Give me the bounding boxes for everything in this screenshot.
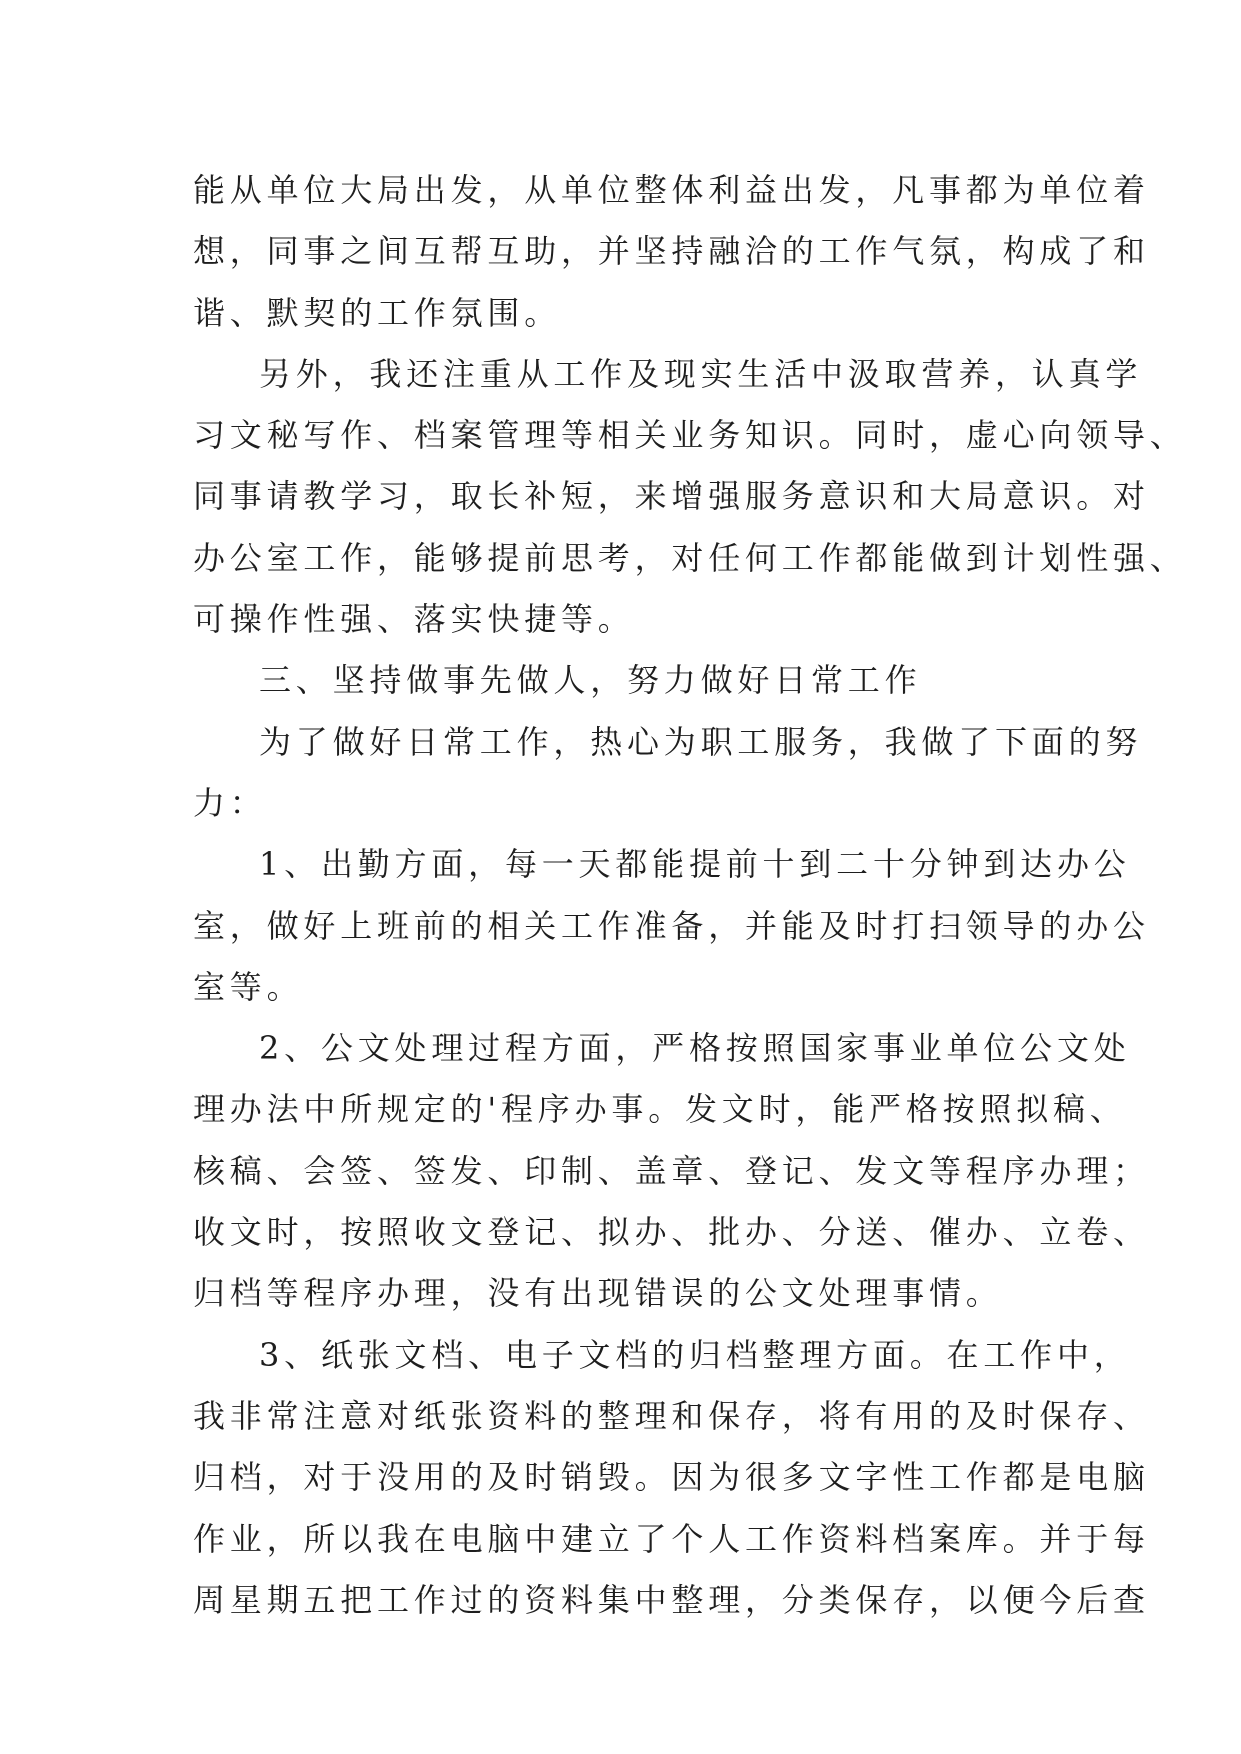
text-line: 想，同事之间互帮互助，并坚持融洽的工作气氛，构成了和 bbox=[193, 232, 1150, 271]
text-line: 能从单位大局出发，从单位整体利益出发，凡事都为单位着 bbox=[193, 171, 1150, 209]
text-line: 谐、默契的工作氛围。 bbox=[193, 293, 562, 332]
section-heading: 三、坚持做事先做人，努力做好日常工作 bbox=[259, 661, 922, 700]
text-line: 理办法中所规定的'程序办事。发文时，能严格按照拟稿、 bbox=[193, 1090, 1127, 1129]
list-item-2-line: 2、公文处理过程方面，严格按照国家事业单位公文处 bbox=[259, 1029, 1131, 1068]
text-line: 作业，所以我在电脑中建立了个人工作资料档案库。并于每 bbox=[193, 1519, 1150, 1558]
text-line: 核稿、会签、签发、印制、盖章、登记、发文等程序办理； bbox=[193, 1151, 1150, 1190]
document-body bbox=[193, 160, 1187, 1631]
paragraph-start-line: 另外，我还注重从工作及现实生活中汲取营养，认真学 bbox=[259, 354, 1143, 393]
text-line: 办公室工作，能够提前思考，对任何工作都能做到计划性强、 bbox=[193, 538, 1187, 577]
text-line: 同事请教学习，取长补短，来增强服务意识和大局意识。对 bbox=[193, 477, 1150, 516]
list-item-3-line: 3、纸张文档、电子文档的归档整理方面。在工作中， bbox=[259, 1335, 1131, 1374]
text-line: 我非常注意对纸张资料的整理和保存，将有用的及时保存、 bbox=[193, 1396, 1150, 1435]
text-line: 室等。 bbox=[193, 967, 304, 1006]
text-line: 习文秘写作、档案管理等相关业务知识。同时，虚心向领导、 bbox=[193, 416, 1187, 455]
text-line: 归档等程序办理，没有出现错误的公文处理事情。 bbox=[193, 1274, 1003, 1313]
text-line: 归档，对于没用的及时销毁。因为很多文字性工作都是电脑 bbox=[193, 1458, 1150, 1497]
list-item-1-line: 1、出勤方面，每一天都能提前十到二十分钟到达办公 bbox=[259, 845, 1131, 884]
text-line: 周星期五把工作过的资料集中整理，分类保存，以便今后查 bbox=[193, 1580, 1150, 1619]
paragraph-start-line: 为了做好日常工作，热心为职工服务，我做了下面的努 bbox=[259, 722, 1143, 761]
text-line: 室，做好上班前的相关工作准备，并能及时打扫领导的办公 bbox=[193, 906, 1150, 945]
text-line: 收文时，按照收文登记、拟办、批办、分送、催办、立卷、 bbox=[193, 1213, 1150, 1252]
text-line: 可操作性强、落实快捷等。 bbox=[193, 600, 635, 639]
text-line: 力： bbox=[193, 783, 267, 822]
